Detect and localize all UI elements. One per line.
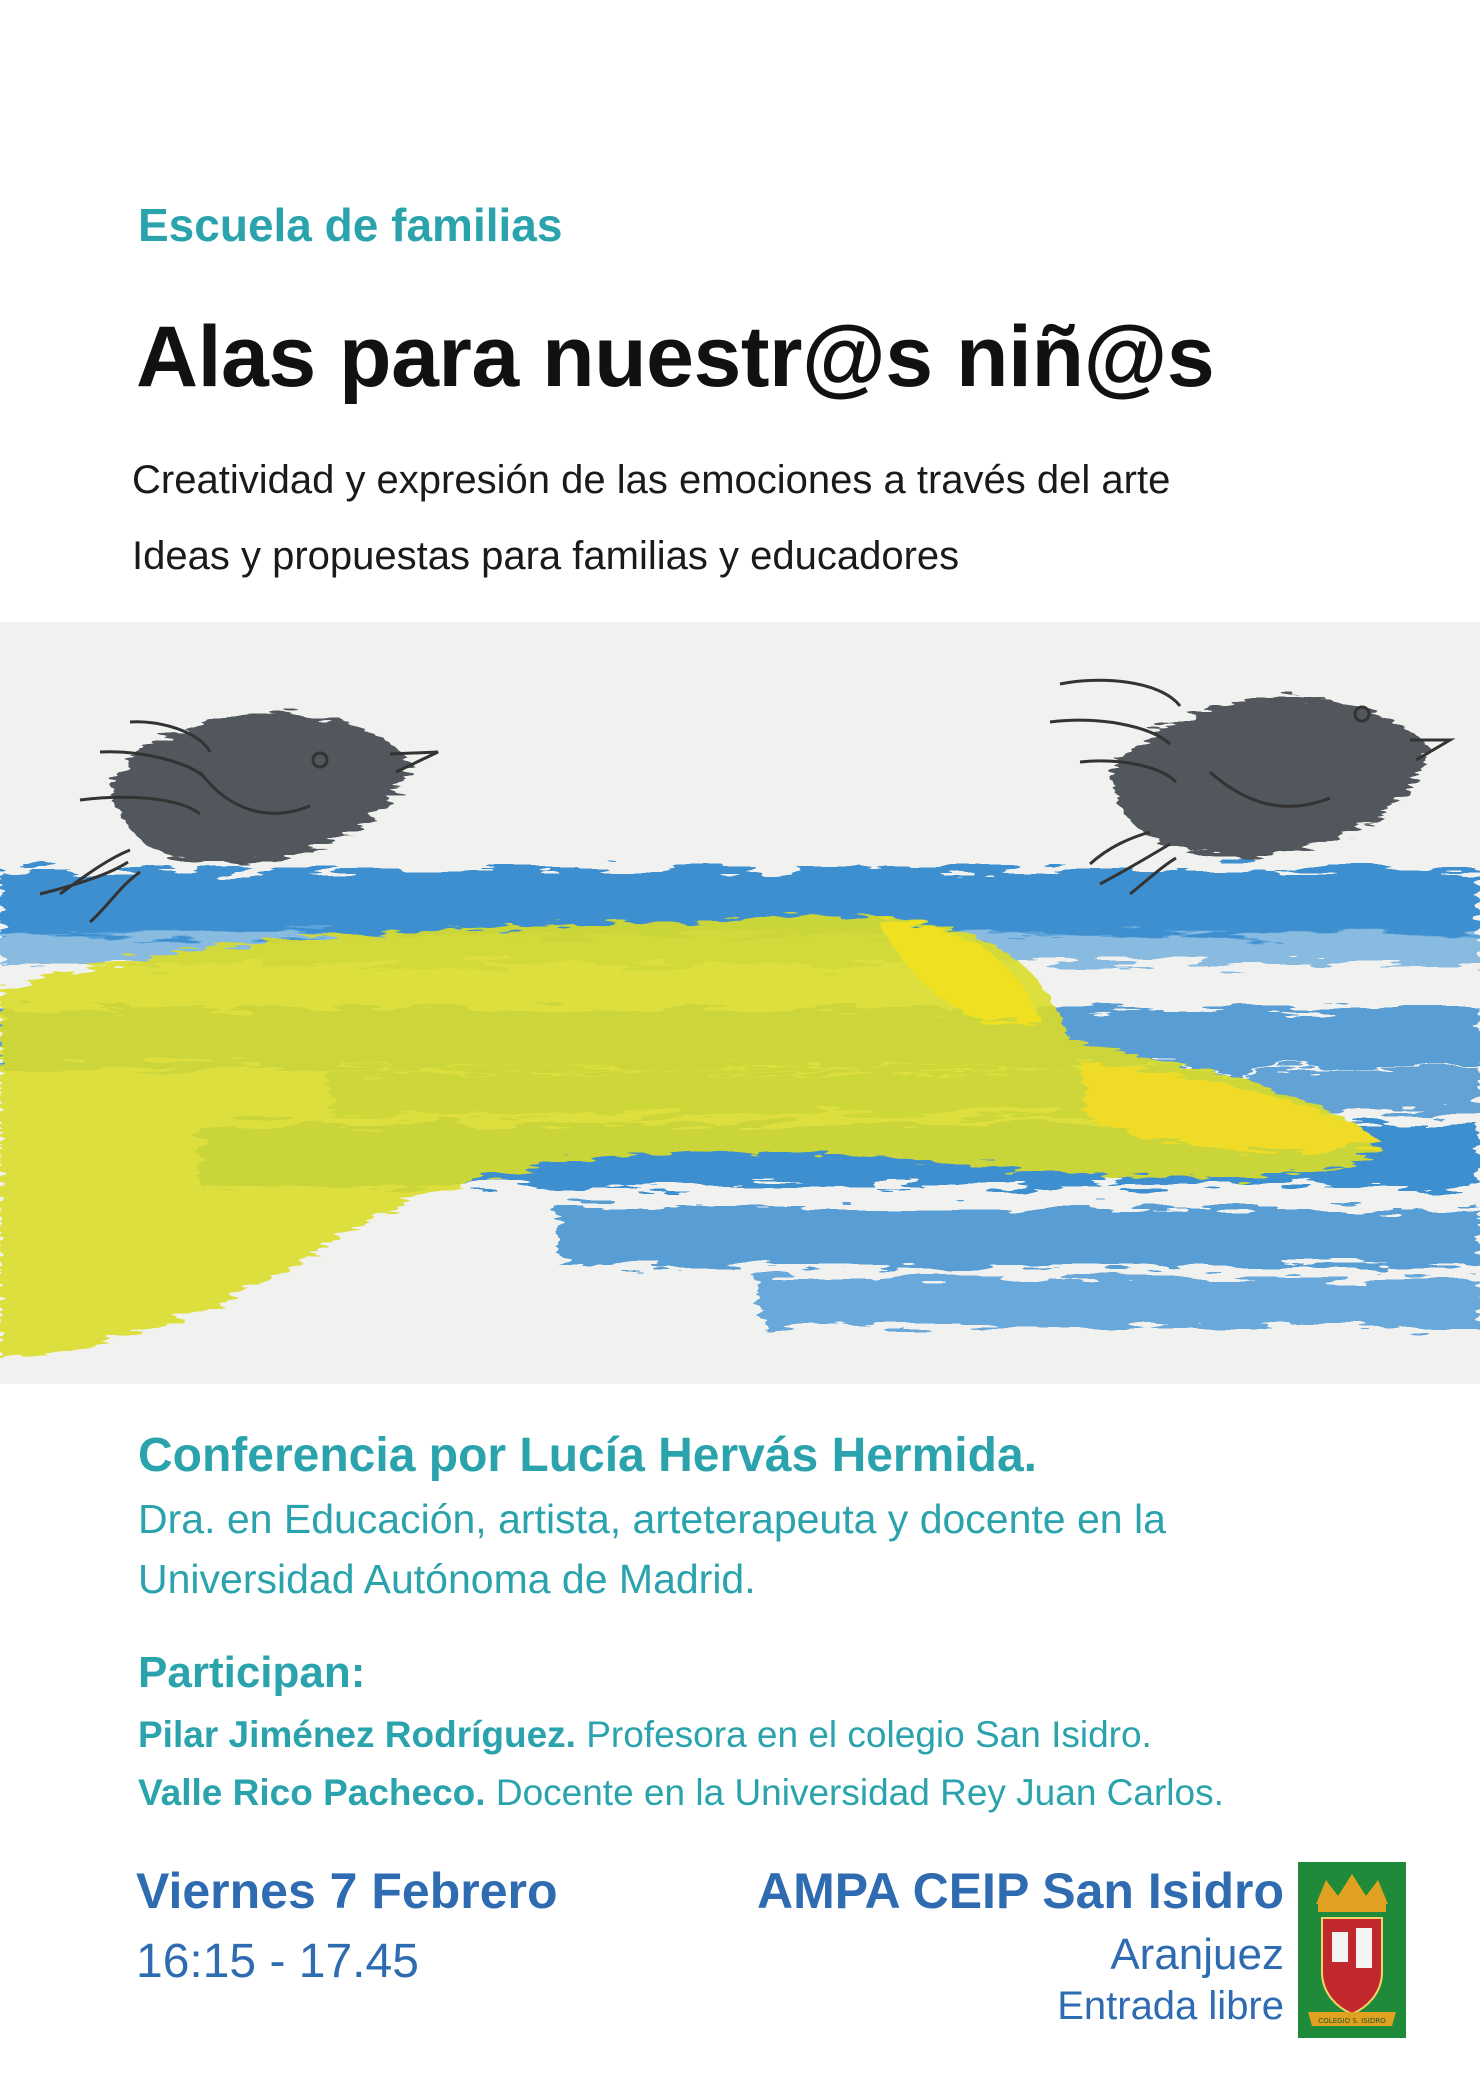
subtitle-line-1: Creatividad y expresión de las emociones a través del arte	[132, 458, 1171, 502]
conference-desc-line-2: Universidad Autónoma de Madrid.	[138, 1556, 756, 1602]
participant-2-role: Docente en la Universidad Rey Juan Carlos.	[485, 1772, 1224, 1813]
logo-text: COLEGIO S. ISIDRO	[1318, 2017, 1386, 2025]
entry-note: Entrada libre	[1057, 1984, 1284, 2028]
participant-1-role: Profesora en el colegio San Isidro.	[575, 1714, 1152, 1755]
participant-1-name: Pilar Jiménez Rodríguez.	[138, 1714, 576, 1755]
shield-icon	[1322, 1918, 1382, 2014]
organizer-name: AMPA CEIP San Isidro	[757, 1863, 1284, 1919]
school-crest-logo	[1298, 1862, 1406, 2038]
event-city: Aranjuez	[1110, 1930, 1284, 1979]
event-title: Alas para nuestr@s niñ@s	[136, 309, 1215, 405]
subtitle-line-2: Ideas y propuestas para familias y educadores	[132, 534, 960, 578]
event-time: 16:15 - 17.45	[136, 1935, 419, 1988]
series-kicker: Escuela de familias	[138, 199, 563, 251]
event-date: Viernes 7 Febrero	[136, 1863, 558, 1919]
participant-2	[138, 1772, 1224, 1814]
participant-1	[138, 1714, 1152, 1756]
conference-desc-line-1: Dra. en Educación, artista, arteterapeuta y docente en la	[138, 1496, 1166, 1542]
children-painting-illustration	[0, 622, 1480, 1384]
conference-title: Conferencia por Lucía Hervás Hermida.	[138, 1429, 1037, 1482]
participant-2-name: Valle Rico Pacheco.	[138, 1772, 486, 1813]
participants-heading: Participan:	[138, 1648, 366, 1697]
